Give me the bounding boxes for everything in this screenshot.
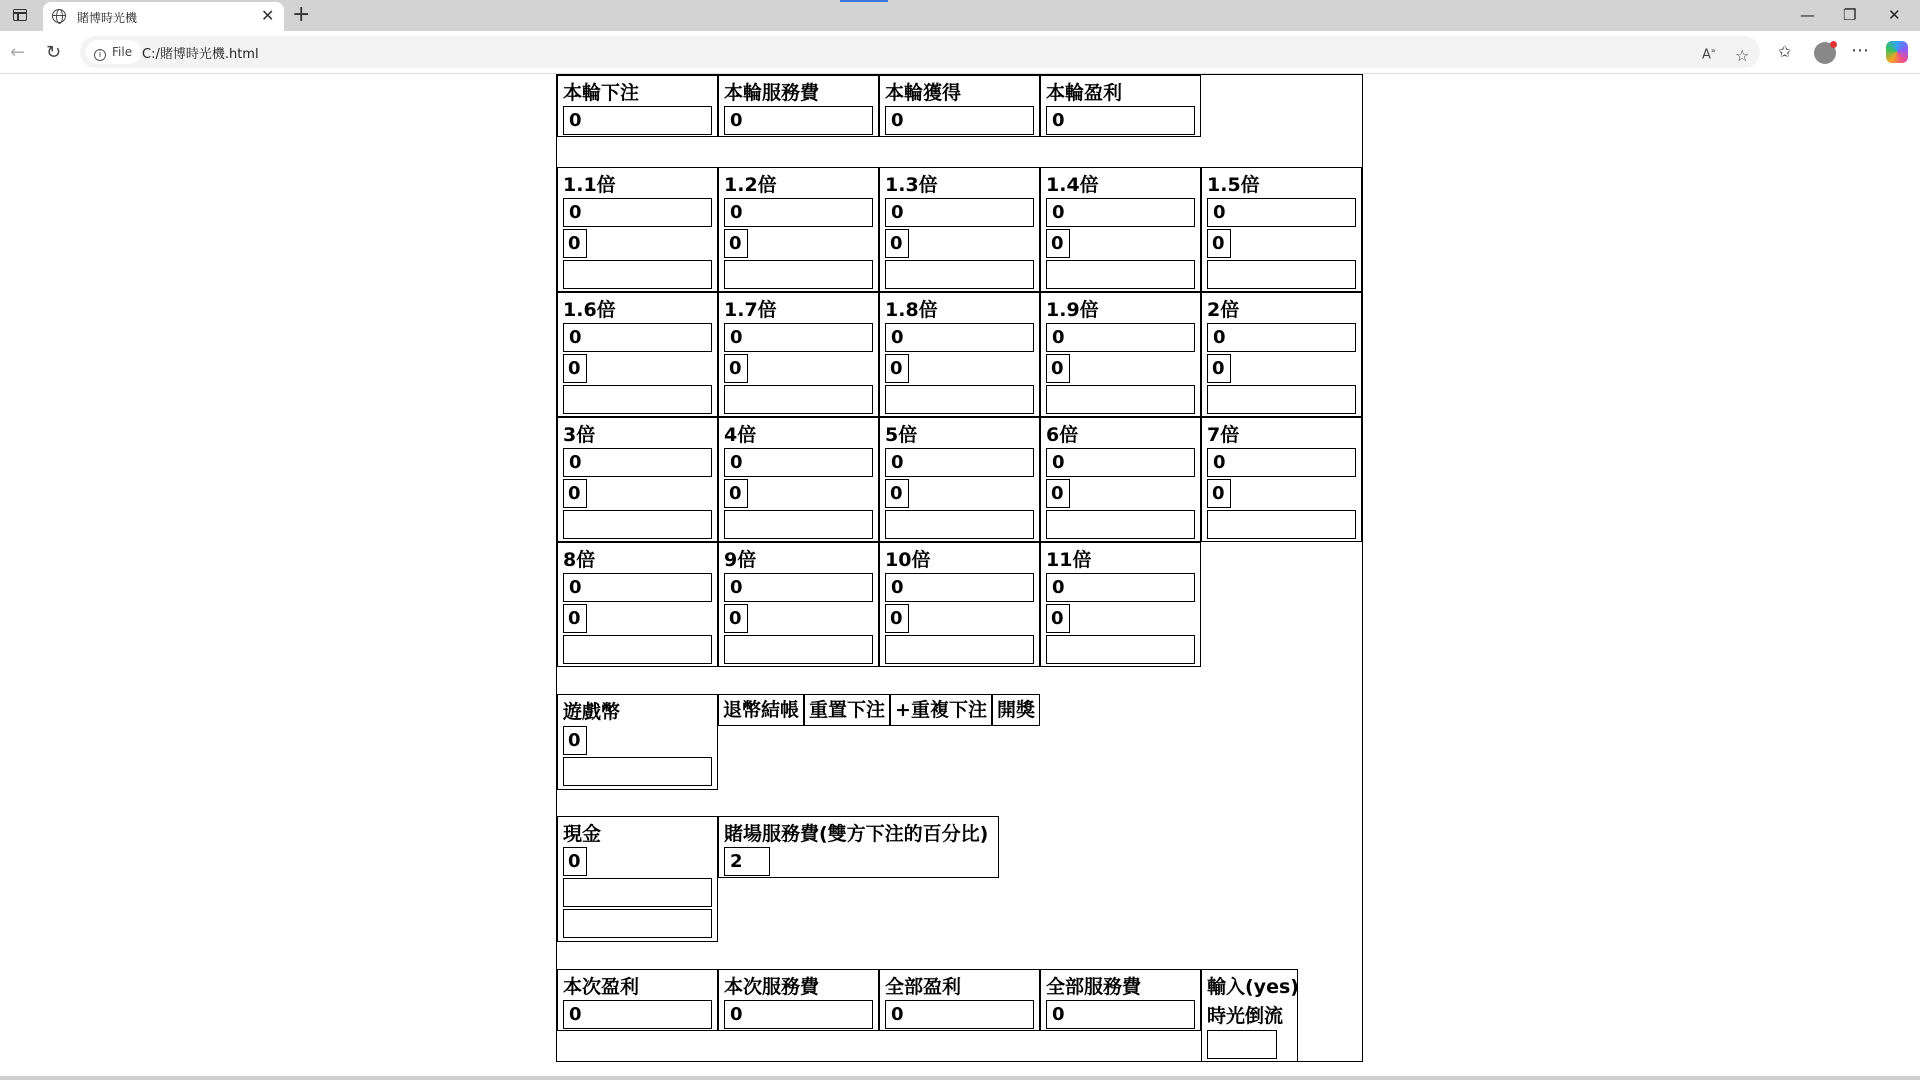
multiplier-bet-field[interactable]: 0 [1046, 448, 1195, 477]
multiplier-input[interactable] [1046, 260, 1195, 289]
multiplier-count-field[interactable]: 0 [1207, 479, 1231, 508]
multiplier-cell [879, 292, 1040, 417]
round-profit-label: 本輪盈利 [1046, 82, 1123, 104]
multiplier-label: 1.2倍 [724, 174, 777, 196]
multiplier-label: 8倍 [563, 549, 596, 571]
multiplier-bet-field[interactable]: 0 [563, 323, 712, 352]
multiplier-cell [718, 167, 879, 292]
round-gain-cell [879, 75, 1040, 137]
time-rewind-label-2: 時光倒流 [1207, 1005, 1284, 1027]
session-profit-cell [557, 969, 718, 1031]
multiplier-count-field[interactable]: 0 [563, 354, 587, 383]
multiplier-bet-field[interactable]: 0 [885, 573, 1034, 602]
multiplier-bet-field[interactable]: 0 [724, 448, 873, 477]
multiplier-input[interactable] [724, 260, 873, 289]
session-profit-field[interactable]: 0 [563, 1000, 712, 1029]
multiplier-input[interactable] [1207, 510, 1356, 539]
multiplier-cell [1040, 167, 1201, 292]
multiplier-input[interactable] [1046, 385, 1195, 414]
address-bar [0, 31, 1920, 74]
repeat-bet-button[interactable]: +重複下注 [890, 694, 992, 726]
multiplier-count-field[interactable]: 0 [563, 229, 587, 258]
multiplier-label: 1.1倍 [563, 174, 616, 196]
multiplier-bet-field[interactable]: 0 [563, 448, 712, 477]
session-fee-field[interactable]: 0 [724, 1000, 873, 1029]
multiplier-input[interactable] [885, 385, 1034, 414]
multiplier-bet-field[interactable]: 0 [724, 198, 873, 227]
round-bet-field[interactable]: 0 [563, 106, 712, 135]
minimize-icon[interactable]: — [1800, 6, 1815, 24]
cash-label: 現金 [563, 823, 602, 845]
round-bet-label: 本輪下注 [563, 82, 640, 104]
tokens-input[interactable] [563, 757, 712, 786]
round-fee-label: 本輪服務費 [724, 82, 820, 104]
url-text[interactable]: C:/賭博時光機.html [142, 47, 259, 62]
restore-icon[interactable]: ❐ [1843, 6, 1857, 24]
total-fee-field[interactable]: 0 [1046, 1000, 1195, 1029]
round-fee-cell [718, 75, 879, 137]
multiplier-cell [879, 167, 1040, 292]
multiplier-input[interactable] [1207, 260, 1356, 289]
multiplier-label: 1.9倍 [1046, 299, 1099, 321]
omnibox[interactable] [80, 36, 1760, 68]
round-profit-field[interactable]: 0 [1046, 106, 1195, 135]
window-bottom-edge [0, 1076, 1920, 1080]
casino-fee-cell [718, 816, 999, 878]
multiplier-bet-field[interactable]: 0 [563, 198, 712, 227]
multiplier-label: 9倍 [724, 549, 757, 571]
multiplier-label: 1.7倍 [724, 299, 777, 321]
multiplier-count-field[interactable]: 0 [724, 604, 748, 633]
multiplier-input[interactable] [724, 385, 873, 414]
total-profit-field[interactable]: 0 [885, 1000, 1034, 1029]
copilot-icon[interactable] [1886, 41, 1908, 63]
notification-dot [1830, 41, 1837, 48]
window-close-icon[interactable]: ✕ [1888, 6, 1901, 24]
reload-icon[interactable]: ↻ [46, 42, 62, 63]
multiplier-count-field[interactable]: 0 [724, 229, 748, 258]
new-tab-icon[interactable]: + [292, 2, 311, 27]
multiplier-label: 4倍 [724, 424, 757, 446]
tab-actions-icon[interactable] [13, 9, 27, 21]
tab-strip [0, 0, 1920, 31]
multiplier-input[interactable] [724, 635, 873, 664]
session-profit-label: 本次盈利 [563, 976, 640, 998]
favorites-icon[interactable]: ✩ [1778, 42, 1792, 61]
tokens-cell [557, 694, 718, 790]
favorite-star-icon[interactable]: ☆ [1735, 46, 1750, 65]
multiplier-bet-field[interactable]: 0 [1207, 448, 1356, 477]
multiplier-cell [718, 292, 879, 417]
cash-value-field[interactable]: 0 [563, 847, 587, 876]
multiplier-cell [557, 292, 718, 417]
info-icon: i [94, 49, 106, 61]
multiplier-bet-field[interactable]: 0 [563, 573, 712, 602]
tab-title: 賭博時光機 [77, 11, 138, 25]
cash-input-2[interactable] [563, 909, 712, 938]
multiplier-count-field[interactable]: 0 [885, 229, 909, 258]
time-rewind-input[interactable] [1207, 1030, 1277, 1059]
multiplier-input[interactable] [563, 635, 712, 664]
cash-input-1[interactable] [563, 878, 712, 907]
multiplier-count-field[interactable]: 0 [885, 479, 909, 508]
time-rewind-cell [1201, 969, 1298, 1062]
multiplier-input[interactable] [563, 510, 712, 539]
casino-fee-field[interactable]: 2 [724, 847, 770, 876]
multiplier-cell [1201, 167, 1362, 292]
multiplier-bet-field[interactable]: 0 [885, 323, 1034, 352]
multiplier-label: 2倍 [1207, 299, 1240, 321]
globe-icon [52, 9, 66, 23]
multiplier-count-field[interactable]: 0 [563, 479, 587, 508]
multiplier-bet-field[interactable]: 0 [885, 198, 1034, 227]
multiplier-count-field[interactable]: 0 [1207, 229, 1231, 258]
multiplier-input[interactable] [885, 510, 1034, 539]
total-profit-cell [879, 969, 1040, 1031]
multiplier-cell [1040, 292, 1201, 417]
multiplier-input[interactable] [563, 260, 712, 289]
multiplier-input[interactable] [563, 385, 712, 414]
multiplier-bet-field[interactable]: 0 [1046, 573, 1195, 602]
round-gain-field[interactable]: 0 [885, 106, 1034, 135]
read-aloud-icon[interactable]: A» [1702, 46, 1716, 63]
multiplier-label: 1.3倍 [885, 174, 938, 196]
multiplier-input[interactable] [724, 510, 873, 539]
multiplier-bet-field[interactable]: 0 [1207, 198, 1356, 227]
multiplier-count-field[interactable]: 0 [1207, 354, 1231, 383]
multiplier-cell [718, 542, 879, 667]
multiplier-label: 6倍 [1046, 424, 1079, 446]
action-buttons [718, 694, 1040, 726]
multiplier-input[interactable] [1207, 385, 1356, 414]
multiplier-count-field[interactable]: 0 [1046, 604, 1070, 633]
multiplier-bet-field[interactable]: 0 [1207, 323, 1356, 352]
site-info-label: File [112, 45, 133, 59]
multiplier-count-field[interactable]: 0 [1046, 229, 1070, 258]
multiplier-bet-field[interactable]: 0 [724, 323, 873, 352]
multiplier-cell [879, 542, 1040, 667]
multiplier-label: 1.4倍 [1046, 174, 1099, 196]
round-gain-label: 本輪獲得 [885, 82, 962, 104]
multiplier-cell [879, 417, 1040, 542]
back-arrow-icon[interactable]: ← [10, 42, 26, 63]
draw-button[interactable]: 開獎 [992, 694, 1040, 726]
multiplier-input[interactable] [1046, 635, 1195, 664]
multiplier-bet-field[interactable]: 0 [724, 573, 873, 602]
loading-indicator [840, 0, 888, 2]
round-profit-cell [1040, 75, 1201, 137]
multiplier-count-field[interactable]: 0 [563, 604, 587, 633]
multiplier-label: 1.8倍 [885, 299, 938, 321]
multiplier-input[interactable] [885, 635, 1034, 664]
multiplier-cell [1040, 542, 1201, 667]
multiplier-cell [1201, 292, 1362, 417]
multiplier-cell [1201, 417, 1362, 542]
multiplier-count-field[interactable]: 0 [885, 354, 909, 383]
more-options-icon[interactable]: ⋯ [1851, 40, 1869, 61]
multiplier-bet-field[interactable]: 0 [885, 448, 1034, 477]
multiplier-label: 5倍 [885, 424, 918, 446]
multiplier-label: 3倍 [563, 424, 596, 446]
multiplier-count-field[interactable]: 0 [885, 604, 909, 633]
multiplier-label: 1.6倍 [563, 299, 616, 321]
multiplier-input[interactable] [885, 260, 1034, 289]
session-fee-cell [718, 969, 879, 1031]
multiplier-label: 11倍 [1046, 549, 1092, 571]
multiplier-cell [557, 167, 718, 292]
multiplier-count-field[interactable]: 0 [1046, 479, 1070, 508]
multiplier-bet-field[interactable]: 0 [1046, 323, 1195, 352]
cash-cell [557, 816, 718, 942]
round-fee-field[interactable]: 0 [724, 106, 873, 135]
multiplier-count-field[interactable]: 0 [1046, 354, 1070, 383]
round-bet-cell [557, 75, 718, 137]
multiplier-label: 10倍 [885, 549, 931, 571]
tokens-value-field[interactable]: 0 [563, 726, 587, 755]
casino-fee-label: 賭場服務費(雙方下注的百分比) [724, 823, 989, 845]
multiplier-bet-field[interactable]: 0 [1046, 198, 1195, 227]
tokens-label: 遊戲幣 [563, 701, 621, 723]
site-info-button[interactable] [86, 40, 141, 64]
multiplier-cell [557, 417, 718, 542]
time-rewind-label-1: 輸入(yes) [1207, 976, 1299, 998]
multiplier-label: 1.5倍 [1207, 174, 1260, 196]
multiplier-label: 7倍 [1207, 424, 1240, 446]
multiplier-cell [718, 417, 879, 542]
multiplier-count-field[interactable]: 0 [724, 479, 748, 508]
reset-bet-button[interactable]: 重置下注 [804, 694, 890, 726]
total-fee-label: 全部服務費 [1046, 976, 1142, 998]
cash-out-button[interactable]: 退幣結帳 [718, 694, 804, 726]
multiplier-count-field[interactable]: 0 [724, 354, 748, 383]
close-tab-icon[interactable]: ✕ [261, 6, 275, 25]
multiplier-cell [1040, 417, 1201, 542]
total-fee-cell [1040, 969, 1201, 1031]
session-fee-label: 本次服務費 [724, 976, 820, 998]
browser-tab[interactable] [43, 2, 284, 31]
total-profit-label: 全部盈利 [885, 976, 962, 998]
multiplier-cell [557, 542, 718, 667]
page-content [556, 74, 1363, 1062]
multiplier-input[interactable] [1046, 510, 1195, 539]
